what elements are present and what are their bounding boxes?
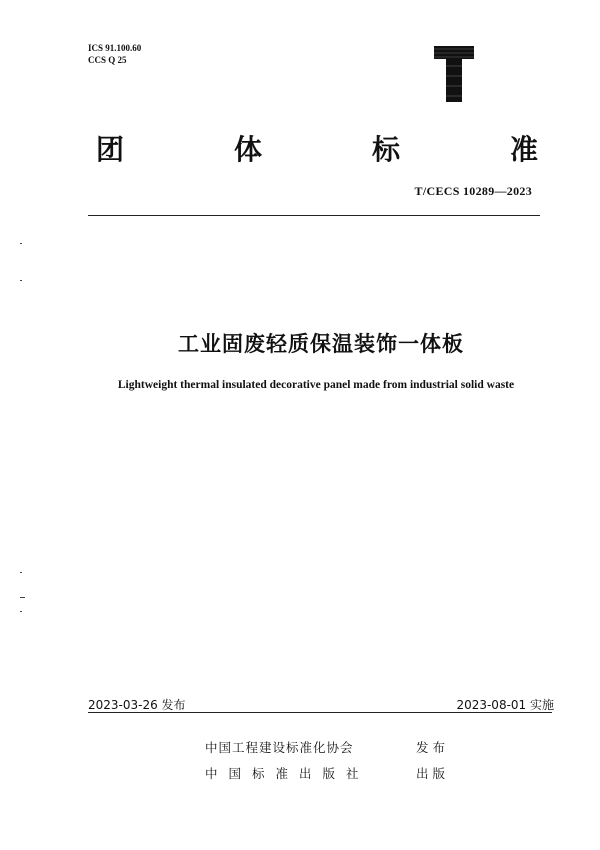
scan-speck xyxy=(20,611,22,612)
issue-date: 2023-03-26 发布 xyxy=(88,698,186,712)
standard-type-char: 标 xyxy=(371,133,400,166)
title-english: Lightweight thermal insulated decorative panel made from industrial solid waste xyxy=(117,379,515,391)
publisher-role: 出 版 xyxy=(416,766,445,781)
standard-type-char: 体 xyxy=(233,133,262,166)
implementation-date: 2023-08-01 实施 xyxy=(456,698,554,712)
publisher-row xyxy=(205,738,445,764)
ics-code: ICS 91.100.60 xyxy=(88,43,142,53)
scan-speck xyxy=(20,243,22,244)
publishers-block xyxy=(205,738,445,790)
standard-number: T/CECS 10289—2023 xyxy=(414,184,532,198)
footer-divider xyxy=(88,712,552,713)
ccs-code: CCS Q 25 xyxy=(88,55,127,65)
header-divider xyxy=(88,215,540,216)
standard-type-heading xyxy=(96,128,538,168)
publisher-org: 中国工程建设标准化协会 xyxy=(205,740,354,755)
scan-speck xyxy=(20,572,22,573)
title-chinese: 工业固废轻质保温装饰一体板 xyxy=(178,332,464,356)
t-standard-logo xyxy=(434,46,474,102)
standard-type-char: 准 xyxy=(509,133,538,166)
publisher-row xyxy=(205,764,445,790)
classification-codes xyxy=(88,42,141,66)
standard-type-char: 团 xyxy=(96,133,125,166)
publisher-role: 发 布 xyxy=(416,740,445,755)
scan-speck xyxy=(20,597,25,598)
scan-speck xyxy=(20,280,22,281)
publisher-org: 中国标准出版社 xyxy=(205,766,370,781)
